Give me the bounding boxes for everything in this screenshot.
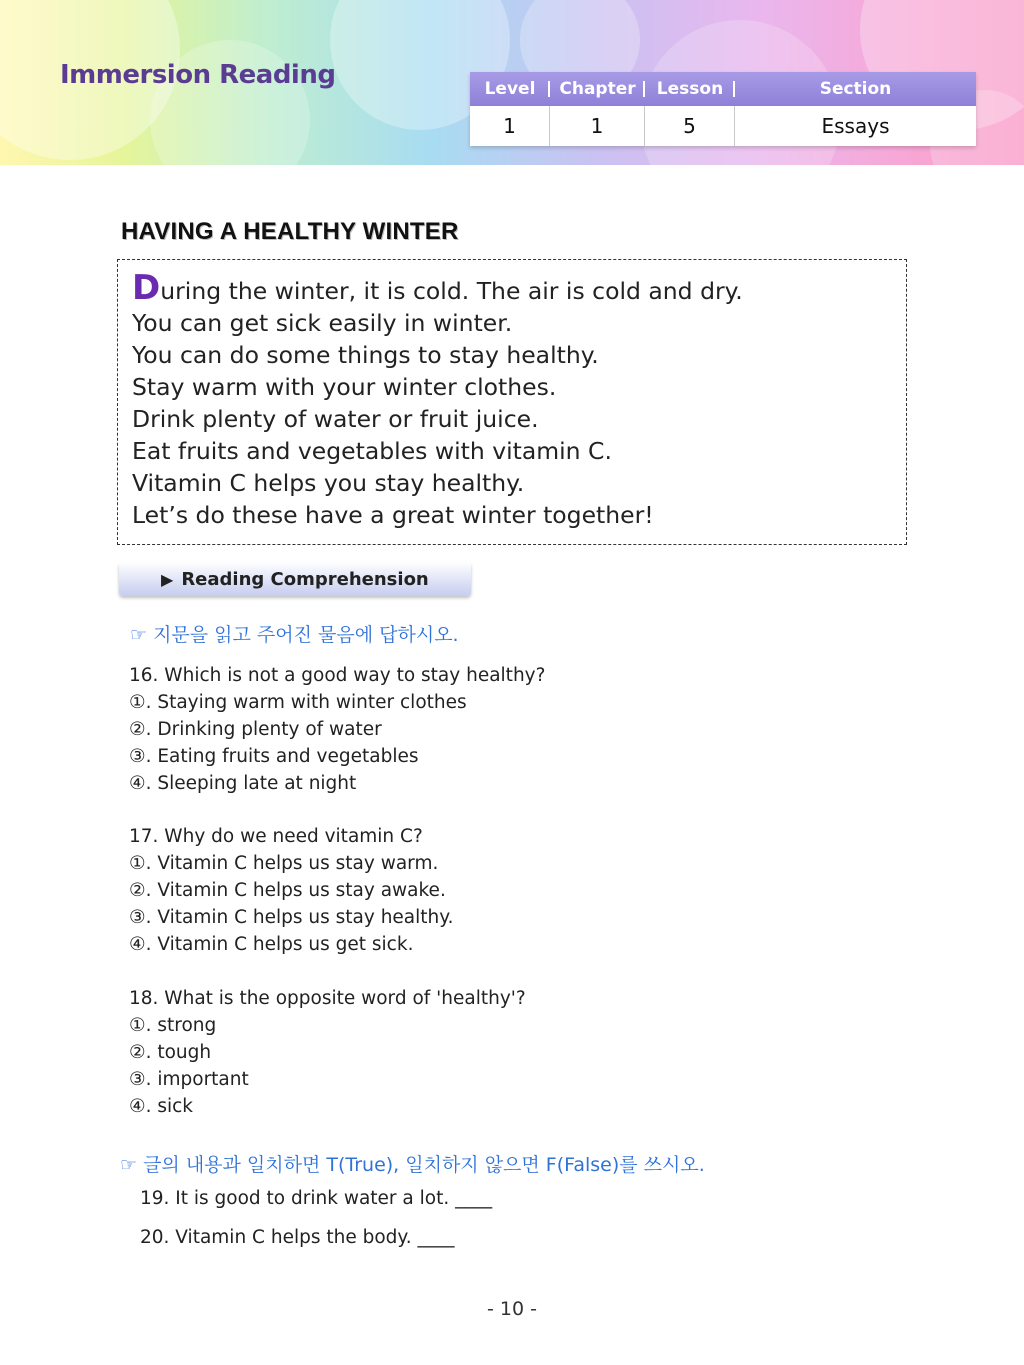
question-18 — [129, 985, 526, 1120]
answer-option: ②. Vitamin C helps us stay awake. — [129, 880, 446, 901]
drop-cap: D — [132, 268, 161, 308]
info-value-chapter: 1 — [550, 106, 645, 146]
passage-box — [117, 259, 907, 545]
answer-option: ①. strong — [129, 1015, 217, 1036]
answer-option: ②. tough — [129, 1042, 212, 1063]
passage-title: HAVING A HEALTHY WINTER — [121, 218, 459, 245]
instruction-text: ☞ 글의 내용과 일치하면 T(True), 일치하지 않으면 F(False)를 쓰시오. — [120, 1154, 705, 1176]
page-number: - 10 - — [487, 1298, 537, 1320]
passage-line: During the winter, it is cold. The air is cold and dry. — [132, 268, 743, 308]
answer-option: ①. Vitamin C helps us stay warm. — [129, 853, 439, 874]
true-false-question: 20. Vitamin C helps the body. ____ — [140, 1227, 455, 1248]
section-button-label: Reading Comprehension — [181, 568, 429, 590]
answer-option: ②. Drinking plenty of water — [129, 719, 382, 740]
question-text: 18. What is the opposite word of 'healthy'? — [129, 988, 526, 1009]
info-header-row — [470, 72, 976, 106]
info-header-chapter: Chapter — [550, 72, 645, 106]
passage-line: Eat fruits and vegetables with vitamin C. — [132, 437, 612, 465]
answer-option: ①. Staying warm with winter clothes — [129, 692, 467, 713]
answer-option: ③. important — [129, 1069, 249, 1090]
answer-option: ③. Eating fruits and vegetables — [129, 746, 419, 767]
passage-line: Vitamin C helps you stay healthy. — [132, 469, 525, 497]
answer-option: ④. sick — [129, 1096, 194, 1117]
instruction-text: ☞ 지문을 읽고 주어진 물음에 답하시오. — [130, 624, 459, 646]
play-triangle-icon: ▶ — [161, 569, 174, 589]
info-value-row — [470, 106, 976, 146]
lesson-info-table — [470, 72, 976, 146]
question-text: 17. Why do we need vitamin C? — [129, 826, 423, 847]
passage-line: Let’s do these have a great winter together! — [132, 501, 654, 529]
question-text: 16. Which is not a good way to stay healthy? — [129, 665, 546, 686]
answer-option: ③. Vitamin C helps us stay healthy. — [129, 907, 454, 928]
answer-option: ④. Sleeping late at night — [129, 773, 357, 794]
true-false-question: 19. It is good to drink water a lot. ____ — [140, 1188, 493, 1209]
info-value-level: 1 — [470, 106, 550, 146]
passage-line: Stay warm with your winter clothes. — [132, 373, 557, 401]
reading-comprehension-button[interactable] — [119, 562, 471, 596]
info-header-level: Level — [470, 72, 550, 106]
info-value-lesson: 5 — [645, 106, 735, 146]
header-banner — [0, 0, 1024, 165]
info-header-lesson: Lesson — [645, 72, 735, 106]
question-16 — [129, 662, 545, 797]
passage-line: Drink plenty of water or fruit juice. — [132, 405, 539, 433]
passage-line: You can do some things to stay healthy. — [132, 341, 599, 369]
info-header-section: Section — [819, 79, 892, 99]
question-17 — [129, 823, 453, 958]
info-value-section: Essays — [821, 114, 890, 138]
app-title: Immersion Reading — [60, 60, 336, 90]
answer-option: ④. Vitamin C helps us get sick. — [129, 934, 414, 955]
passage-line: You can get sick easily in winter. — [132, 309, 513, 337]
